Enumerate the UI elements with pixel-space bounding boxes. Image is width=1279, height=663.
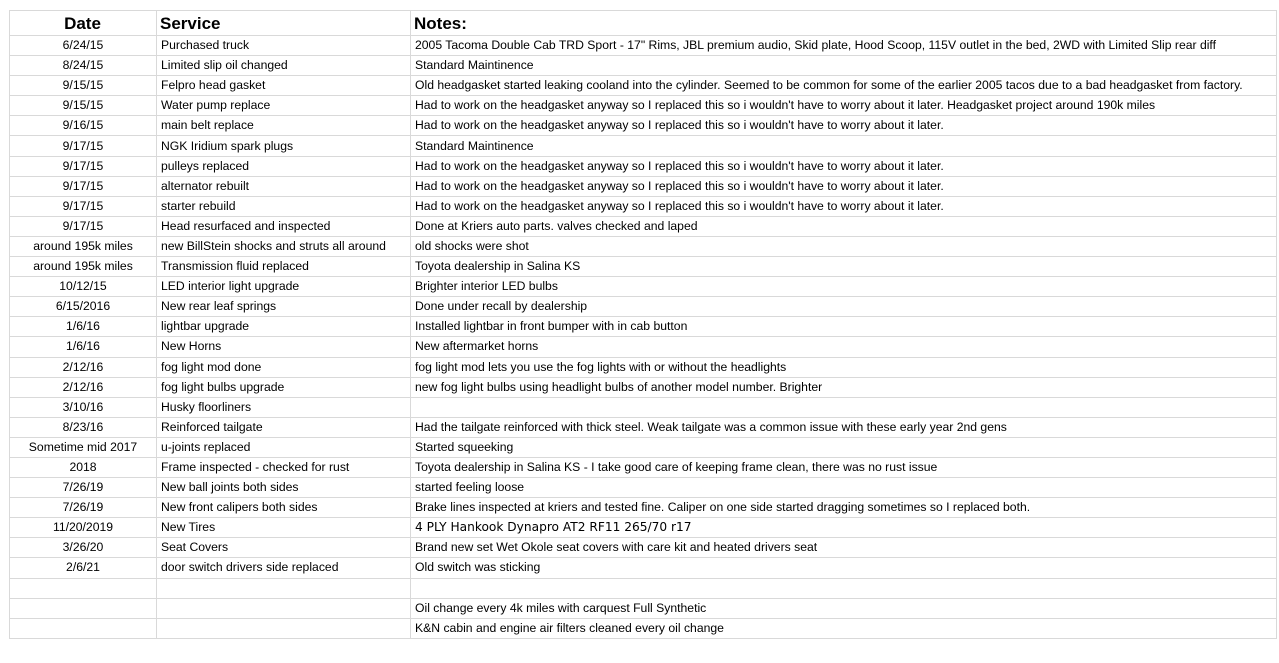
notes-cell[interactable]: Standard Maintinence — [411, 136, 1277, 156]
date-cell[interactable]: 6/15/2016 — [10, 297, 157, 317]
service-cell[interactable]: new BillStein shocks and struts all around — [157, 236, 411, 256]
service-cell[interactable]: Head resurfaced and inspected — [157, 216, 411, 236]
date-cell[interactable]: 8/24/15 — [10, 56, 157, 76]
notes-cell[interactable]: Brake lines inspected at kriers and tested fine. Caliper on one side started dragging sometimes so I replaced both. — [411, 498, 1277, 518]
notes-cell[interactable] — [411, 397, 1277, 417]
service-cell[interactable]: u-joints replaced — [157, 437, 411, 457]
service-cell[interactable]: Seat Covers — [157, 538, 411, 558]
notes-cell[interactable]: Done under recall by dealership — [411, 297, 1277, 317]
table-row — [10, 156, 1277, 176]
table-row — [10, 377, 1277, 397]
table-row — [10, 558, 1277, 578]
table-row — [10, 397, 1277, 417]
notes-cell[interactable]: new fog light bulbs using headlight bulbs of another model number. Brighter — [411, 377, 1277, 397]
service-cell[interactable]: lightbar upgrade — [157, 317, 411, 337]
notes-cell[interactable]: Old switch was sticking — [411, 558, 1277, 578]
date-cell[interactable]: 7/26/19 — [10, 498, 157, 518]
service-cell[interactable]: pulleys replaced — [157, 156, 411, 176]
date-cell[interactable]: 7/26/19 — [10, 478, 157, 498]
table-row — [10, 257, 1277, 277]
notes-cell[interactable]: Standard Maintinence — [411, 56, 1277, 76]
notes-cell[interactable]: Had the tailgate reinforced with thick steel. Weak tailgate was a common issue with these early year 2nd gens — [411, 417, 1277, 437]
date-cell[interactable]: 9/15/15 — [10, 76, 157, 96]
date-cell[interactable]: around 195k miles — [10, 236, 157, 256]
table-row — [10, 176, 1277, 196]
service-cell[interactable]: Transmission fluid replaced — [157, 257, 411, 277]
table-row — [10, 538, 1277, 558]
notes-cell[interactable]: Old headgasket started leaking cooland into the cylinder. Seemed to be common for some of the earlier 2005 tacos due to a bad headgasket from factory. — [411, 76, 1277, 96]
table-row — [10, 498, 1277, 518]
notes-cell[interactable]: Installed lightbar in front bumper with in cab button — [411, 317, 1277, 337]
notes-cell[interactable]: Had to work on the headgasket anyway so I replaced this so i wouldn't have to worry about it later. Headgasket project around 190k miles — [411, 96, 1277, 116]
service-cell[interactable]: fog light mod done — [157, 357, 411, 377]
table-row — [10, 598, 1277, 618]
service-cell[interactable]: New rear leaf springs — [157, 297, 411, 317]
table-row — [10, 236, 1277, 256]
date-cell[interactable]: 9/16/15 — [10, 116, 157, 136]
service-cell[interactable]: fog light bulbs upgrade — [157, 377, 411, 397]
date-cell[interactable]: 9/17/15 — [10, 196, 157, 216]
notes-cell[interactable]: Had to work on the headgasket anyway so I replaced this so i wouldn't have to worry about it later. — [411, 156, 1277, 176]
header-row — [10, 11, 1277, 36]
service-cell[interactable]: LED interior light upgrade — [157, 277, 411, 297]
service-cell[interactable]: main belt replace — [157, 116, 411, 136]
service-cell[interactable]: Felpro head gasket — [157, 76, 411, 96]
date-cell[interactable]: 9/17/15 — [10, 136, 157, 156]
notes-cell[interactable]: Done at Kriers auto parts. valves checked and laped — [411, 216, 1277, 236]
date-cell[interactable]: around 195k miles — [10, 257, 157, 277]
table-row — [10, 457, 1277, 477]
service-cell[interactable]: Reinforced tailgate — [157, 417, 411, 437]
table-row — [10, 357, 1277, 377]
date-cell[interactable]: 9/17/15 — [10, 176, 157, 196]
service-cell[interactable] — [157, 598, 411, 618]
date-cell[interactable]: 3/10/16 — [10, 397, 157, 417]
table-row — [10, 136, 1277, 156]
service-cell[interactable]: New Tires — [157, 518, 411, 538]
service-cell[interactable]: NGK Iridium spark plugs — [157, 136, 411, 156]
notes-cell[interactable]: fog light mod lets you use the fog lights with or without the headlights — [411, 357, 1277, 377]
service-log-table — [9, 10, 1277, 639]
date-cell[interactable]: 9/17/15 — [10, 156, 157, 176]
table-row — [10, 196, 1277, 216]
notes-cell[interactable]: Brand new set Wet Okole seat covers with care kit and heated drivers seat — [411, 538, 1277, 558]
service-cell[interactable]: New Horns — [157, 337, 411, 357]
date-cell[interactable]: 11/20/2019 — [10, 518, 157, 538]
notes-column-header[interactable]: Notes: — [411, 11, 1277, 36]
table-row — [10, 56, 1277, 76]
table-row — [10, 216, 1277, 236]
service-cell[interactable]: Water pump replace — [157, 96, 411, 116]
table-row — [10, 518, 1277, 538]
date-cell[interactable]: 2018 — [10, 457, 157, 477]
date-cell[interactable]: 8/23/16 — [10, 417, 157, 437]
table-row — [10, 116, 1277, 136]
service-cell[interactable] — [157, 578, 411, 598]
date-cell[interactable] — [10, 578, 157, 598]
date-cell[interactable]: 2/12/16 — [10, 357, 157, 377]
notes-cell[interactable]: Had to work on the headgasket anyway so I replaced this so i wouldn't have to worry about it later. — [411, 196, 1277, 216]
notes-cell[interactable]: old shocks were shot — [411, 236, 1277, 256]
table-row — [10, 36, 1277, 56]
service-cell[interactable]: New front calipers both sides — [157, 498, 411, 518]
date-column-header[interactable]: Date — [10, 11, 157, 36]
service-cell[interactable]: Purchased truck — [157, 36, 411, 56]
date-cell[interactable]: 2/12/16 — [10, 377, 157, 397]
date-cell[interactable]: 9/15/15 — [10, 96, 157, 116]
notes-cell[interactable]: Brighter interior LED bulbs — [411, 277, 1277, 297]
table-row — [10, 76, 1277, 96]
table-row — [10, 277, 1277, 297]
table-body — [10, 36, 1277, 639]
date-cell[interactable]: Sometime mid 2017 — [10, 437, 157, 457]
service-cell[interactable]: door switch drivers side replaced — [157, 558, 411, 578]
table-row — [10, 478, 1277, 498]
service-cell[interactable]: Frame inspected - checked for rust — [157, 457, 411, 477]
table-row — [10, 618, 1277, 638]
date-cell[interactable]: 3/26/20 — [10, 538, 157, 558]
notes-cell[interactable]: Oil change every 4k miles with carquest Full Synthetic — [411, 598, 1277, 618]
date-cell[interactable]: 1/6/16 — [10, 317, 157, 337]
service-cell[interactable]: Husky floorliners — [157, 397, 411, 417]
notes-cell[interactable]: Had to work on the headgasket anyway so I replaced this so i wouldn't have to worry about it later. — [411, 116, 1277, 136]
table-row — [10, 317, 1277, 337]
date-cell[interactable]: 1/6/16 — [10, 337, 157, 357]
table-row — [10, 297, 1277, 317]
notes-cell[interactable] — [411, 578, 1277, 598]
notes-cell[interactable]: New aftermarket horns — [411, 337, 1277, 357]
notes-cell[interactable]: 4 PLY Hankook Dynapro AT2 RF11 265/70 r17 — [411, 518, 1277, 538]
date-cell[interactable]: 10/12/15 — [10, 277, 157, 297]
table-row — [10, 337, 1277, 357]
notes-cell[interactable]: 2005 Tacoma Double Cab TRD Sport - 17" Rims, JBL premium audio, Skid plate, Hood Scoop, 115V outlet in the bed, 2WD with Limited Slip rear diff — [411, 36, 1277, 56]
table-row — [10, 578, 1277, 598]
service-cell[interactable]: New ball joints both sides — [157, 478, 411, 498]
notes-cell[interactable]: started feeling loose — [411, 478, 1277, 498]
service-cell[interactable]: alternator rebuilt — [157, 176, 411, 196]
table-row — [10, 437, 1277, 457]
notes-cell[interactable]: K&N cabin and engine air filters cleaned every oil change — [411, 618, 1277, 638]
date-cell[interactable]: 2/6/21 — [10, 558, 157, 578]
service-cell[interactable]: Limited slip oil changed — [157, 56, 411, 76]
notes-cell[interactable]: Had to work on the headgasket anyway so I replaced this so i wouldn't have to worry about it later. — [411, 176, 1277, 196]
notes-cell[interactable]: Started squeeking — [411, 437, 1277, 457]
date-cell[interactable]: 9/17/15 — [10, 216, 157, 236]
date-cell[interactable] — [10, 618, 157, 638]
service-column-header[interactable]: Service — [157, 11, 411, 36]
date-cell[interactable] — [10, 598, 157, 618]
date-cell[interactable]: 6/24/15 — [10, 36, 157, 56]
table-row — [10, 96, 1277, 116]
service-cell[interactable] — [157, 618, 411, 638]
notes-cell[interactable]: Toyota dealership in Salina KS - I take good care of keeping frame clean, there was no rust issue — [411, 457, 1277, 477]
service-cell[interactable]: starter rebuild — [157, 196, 411, 216]
notes-cell[interactable]: Toyota dealership in Salina KS — [411, 257, 1277, 277]
table-row — [10, 417, 1277, 437]
